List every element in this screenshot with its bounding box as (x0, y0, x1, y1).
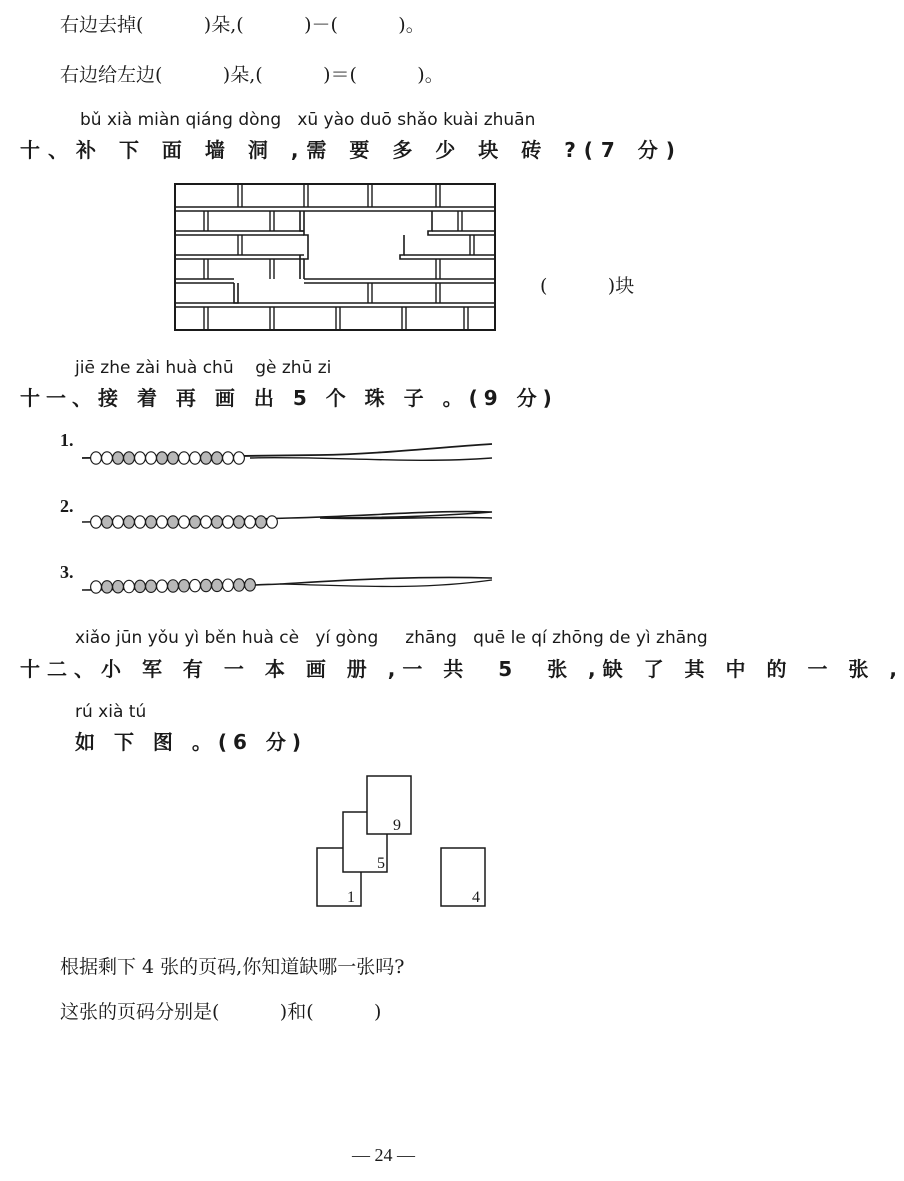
sentence-give-left: 右边给左边( )朵,( )＝( )。 (60, 64, 444, 86)
bead-grey (212, 579, 223, 591)
q12-heading-line2: 如 下 图 。(6 分) (75, 730, 308, 754)
bead-grey (201, 579, 212, 591)
bead-grey (124, 516, 135, 528)
bead-grey (190, 516, 201, 528)
bead-grey (113, 581, 124, 593)
q11-pinyin: jiē zhe zài huà chū gè zhū zi (75, 358, 332, 378)
bead-white (201, 516, 212, 528)
bead-white (190, 452, 201, 464)
q12-answer-line[interactable]: 这张的页码分别是( )和( ) (60, 1001, 382, 1023)
bead-white (91, 516, 102, 528)
bead-white (223, 579, 234, 591)
bead-white (113, 516, 124, 528)
bead-white (124, 580, 135, 592)
bead-grey (179, 580, 190, 592)
bead-grey (201, 452, 212, 464)
bead-white (91, 452, 102, 464)
bead-grey (124, 452, 135, 464)
bead-string-3[interactable] (80, 574, 500, 604)
q12-question: 根据剩下 4 张的页码,你知道缺哪一张吗? (60, 956, 405, 978)
bead-string-2[interactable] (80, 506, 500, 536)
bead-white (157, 516, 168, 528)
q12-pinyin-line2: rú xià tú (75, 702, 147, 722)
bead-grey (102, 516, 113, 528)
bead-row-1-label: 1. (60, 430, 74, 450)
bead-white (146, 452, 157, 464)
bead-grey (212, 452, 223, 464)
q12-pinyin-line1: xiǎo jūn yǒu yì běn huà cè yí gòng zhāng quē le qí zhōng de yì zhāng (75, 628, 708, 648)
page-number-footer: — 24 — (352, 1145, 415, 1165)
q10-heading: 十、补 下 面 墙 洞 ,需 要 多 少 块 砖 ?(7 分) (20, 138, 683, 162)
bead-white (157, 580, 168, 592)
picture-book-pages-diagram (305, 770, 505, 920)
page-number-5: 5 (377, 855, 385, 872)
bead-white (91, 581, 102, 593)
bead-white (245, 516, 256, 528)
bead-white (223, 452, 234, 464)
bead-white (135, 452, 146, 464)
brick-wall-diagram (174, 183, 496, 331)
bead-grey (168, 452, 179, 464)
bead-grey (168, 516, 179, 528)
bead-white (179, 516, 190, 528)
bead-grey (135, 580, 146, 592)
q11-heading: 十一、接 着 再 画 出 5 个 珠 子 。(9 分) (20, 386, 558, 410)
bead-row-3-label: 3. (60, 562, 74, 582)
bead-white (190, 579, 201, 591)
bead-grey (168, 580, 179, 592)
bead-white (102, 452, 113, 464)
bead-white (267, 516, 278, 528)
bead-grey (245, 579, 256, 591)
q10-pinyin: bǔ xià miàn qiáng dòng xū yào duō shǎo kuài zhuān (80, 110, 536, 130)
page-number-4: 4 (472, 889, 480, 906)
bead-grey (234, 516, 245, 528)
q12-heading-line1: 十二、小 军 有 一 本 画 册 ,一 共 5 张 ,缺 了 其 中 的 一 张 , (20, 657, 904, 681)
sentence-remove-right: 右边去掉( )朵,( )－( )。 (60, 14, 425, 36)
bead-grey (256, 516, 267, 528)
bead-row-2-label: 2. (60, 496, 74, 516)
page-number-1: 1 (347, 889, 355, 906)
bead-white (223, 516, 234, 528)
bead-grey (157, 452, 168, 464)
q10-answer-blank[interactable]: ( )块 (540, 275, 635, 297)
bead-string-1[interactable] (80, 442, 500, 472)
bead-grey (113, 452, 124, 464)
bead-white (234, 452, 245, 464)
bead-white (179, 452, 190, 464)
bead-grey (102, 581, 113, 593)
page-number-9: 9 (393, 817, 401, 834)
bead-grey (146, 580, 157, 592)
bead-grey (212, 516, 223, 528)
bead-grey (146, 516, 157, 528)
bead-grey (234, 579, 245, 591)
bead-white (135, 516, 146, 528)
